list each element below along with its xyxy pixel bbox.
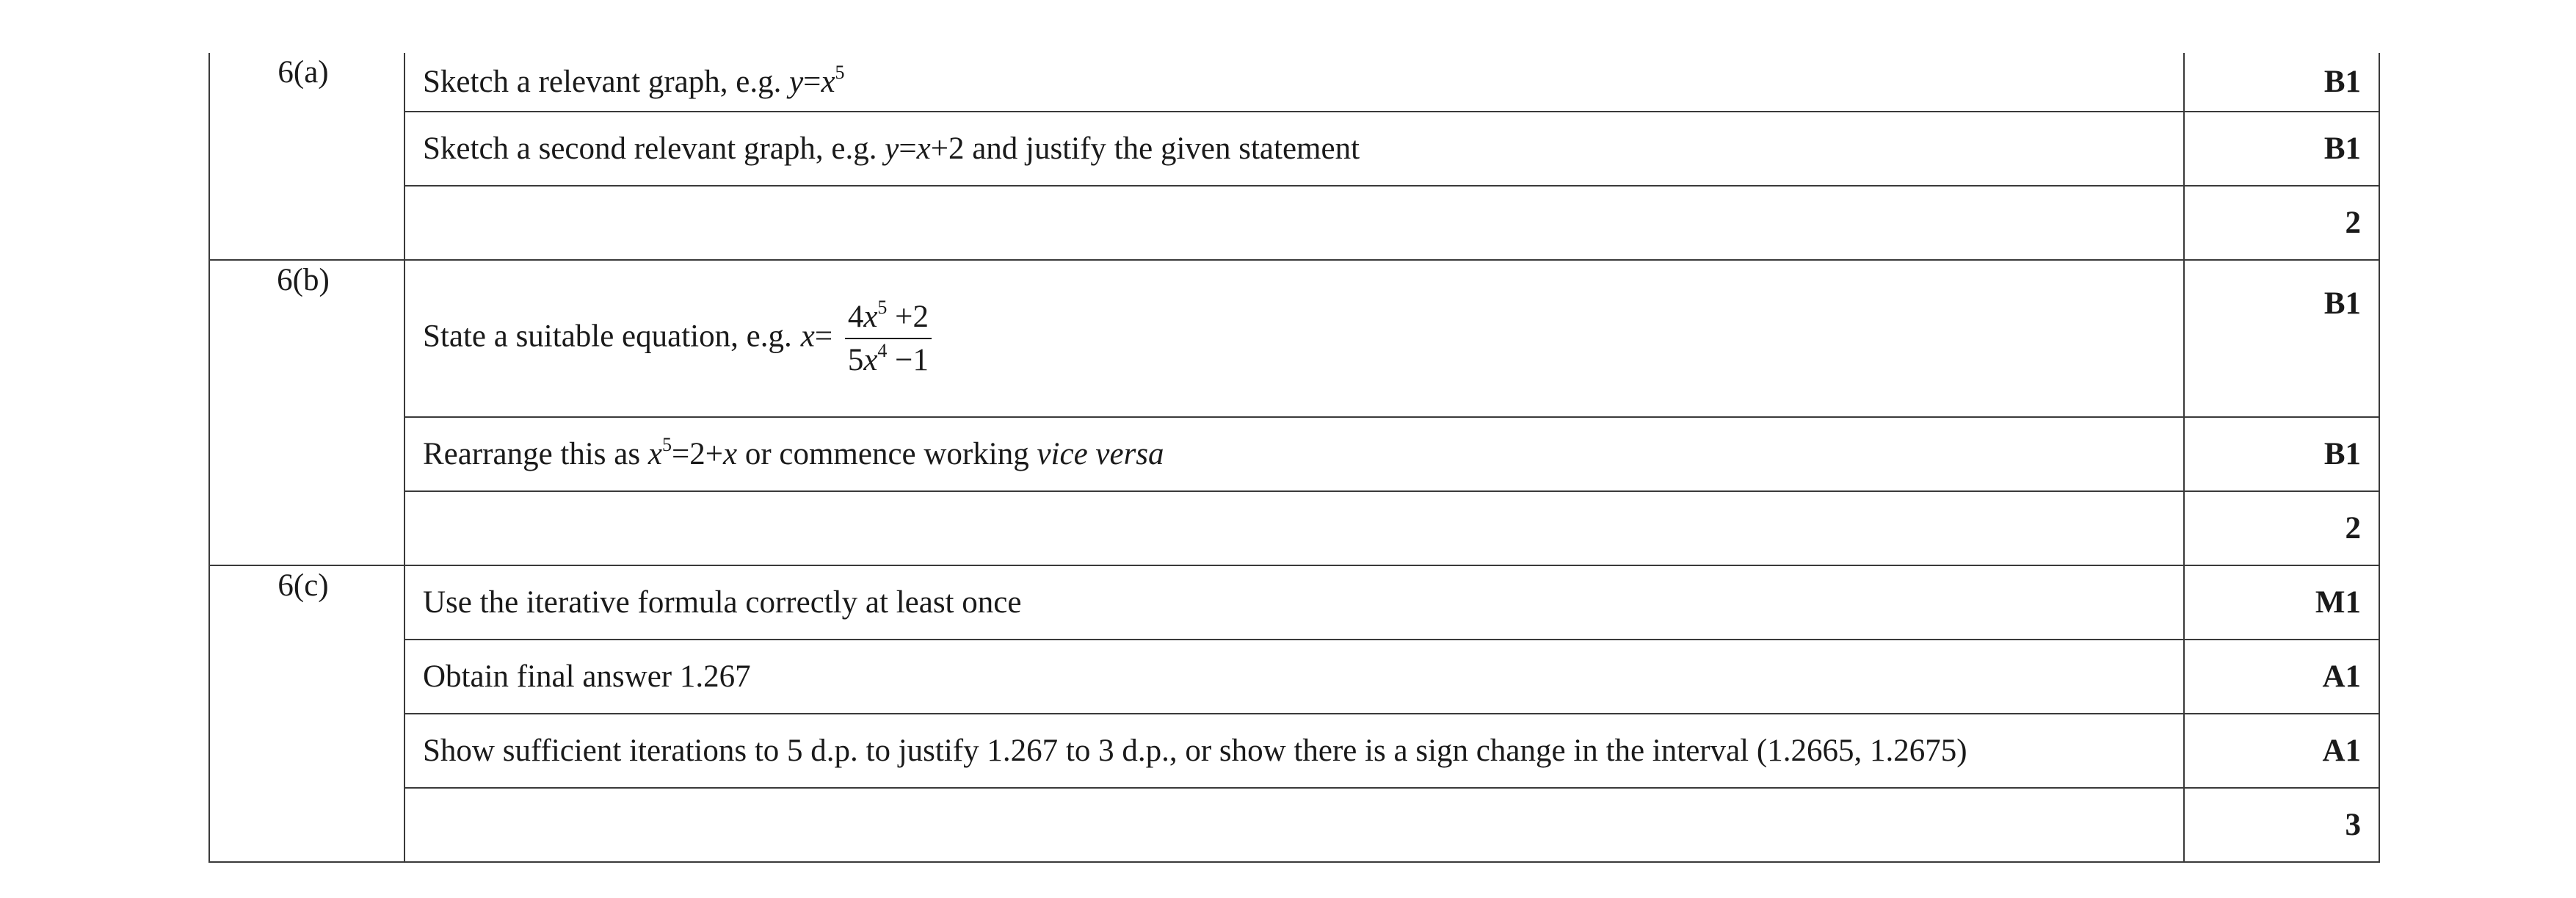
mark-label: B1 [2323,131,2361,166]
table-row [209,491,2379,565]
mark-label: B1 [2323,64,2361,99]
fraction-denominator: $5x^4 -1$ [847,340,929,377]
total-mark-cell [2184,491,2379,565]
math-fraction [845,296,932,379]
total-mark: 2 [2345,510,2361,546]
table-row [209,53,2379,112]
question-number-cell [209,565,404,862]
math-var-x: x [821,64,835,99]
math-var-y: y [885,131,899,166]
math-var-x: x [722,436,738,471]
table-row [209,714,2379,788]
math-constant: 2 [948,131,965,166]
math-plus: + [705,436,723,471]
guidance-text: State a suitable equation, e.g. [423,318,792,353]
guidance-text-italic: vice versa [1037,436,1164,471]
math-var-x: x [800,318,815,353]
guidance-text: Sketch a relevant graph, e.g. [423,64,790,99]
table-row [209,260,2379,417]
table-row [209,112,2379,186]
total-mark: 3 [2345,807,2361,842]
guidance-cell [404,260,2184,417]
mark-cell [2184,714,2379,788]
mark-label: B1 [2323,286,2361,321]
math-var-x: x [647,436,662,471]
guidance-text: Obtain final answer 1.267 [423,659,751,694]
math-plus: + [930,131,948,166]
guidance-cell [404,112,2184,186]
mark-cell [2184,565,2379,640]
mark-label: A1 [2322,733,2361,768]
guidance-cell [404,417,2184,491]
mark-label: B1 [2323,436,2361,471]
table-row [209,788,2379,862]
total-mark-cell [2184,788,2379,862]
math-equals: = [803,64,821,99]
math-equals: = [814,318,833,353]
math-var-x: x [916,131,931,166]
guidance-cell-empty [404,491,2184,565]
question-number: 6(a) [277,55,329,90]
guidance-cell-empty [404,186,2184,260]
table-row [209,640,2379,714]
math-equals: = [671,436,690,471]
question-number-cell [209,53,404,260]
question-number-cell [209,260,404,565]
guidance-cell-empty [404,788,2184,862]
guidance-cell [404,53,2184,112]
mark-label: A1 [2322,659,2361,694]
mark-scheme-sheet [208,53,2379,863]
total-mark: 2 [2345,205,2361,240]
math-exponent: 5 [835,61,845,83]
mark-cell [2184,260,2379,417]
guidance-text: Sketch a second relevant graph, e.g. [423,131,885,166]
math-constant: 2 [689,436,705,471]
mark-cell [2184,640,2379,714]
math-equals: = [899,131,917,166]
guidance-text-tail: and justify the given statement [964,131,1360,166]
mark-scheme-table [208,53,2380,863]
mark-label: M1 [2315,584,2361,620]
mark-cell [2184,417,2379,491]
fraction-numerator: $4x^5 +2$ [845,299,932,339]
question-number: 6(b) [277,263,330,297]
total-mark-cell [2184,186,2379,260]
table-row [209,186,2379,260]
math-var-y: y [789,64,804,99]
guidance-cell [404,640,2184,714]
guidance-text: Rearrange this as [423,436,648,471]
table-row [209,565,2379,640]
guidance-text: Use the iterative formula correctly at least once [423,584,1022,620]
guidance-cell [404,565,2184,640]
guidance-text: Show sufficient iterations to 5 d.p. to justify 1.267 to 3 d.p., or show there is a sign change in the interval (1.2665, 1.2675) [423,733,1967,768]
mark-cell [2184,112,2379,186]
mark-cell [2184,53,2379,112]
math-exponent: 5 [661,433,672,455]
table-row [209,417,2379,491]
question-number: 6(c) [277,568,329,603]
guidance-cell [404,714,2184,788]
guidance-text-mid: or commence working [737,436,1037,471]
